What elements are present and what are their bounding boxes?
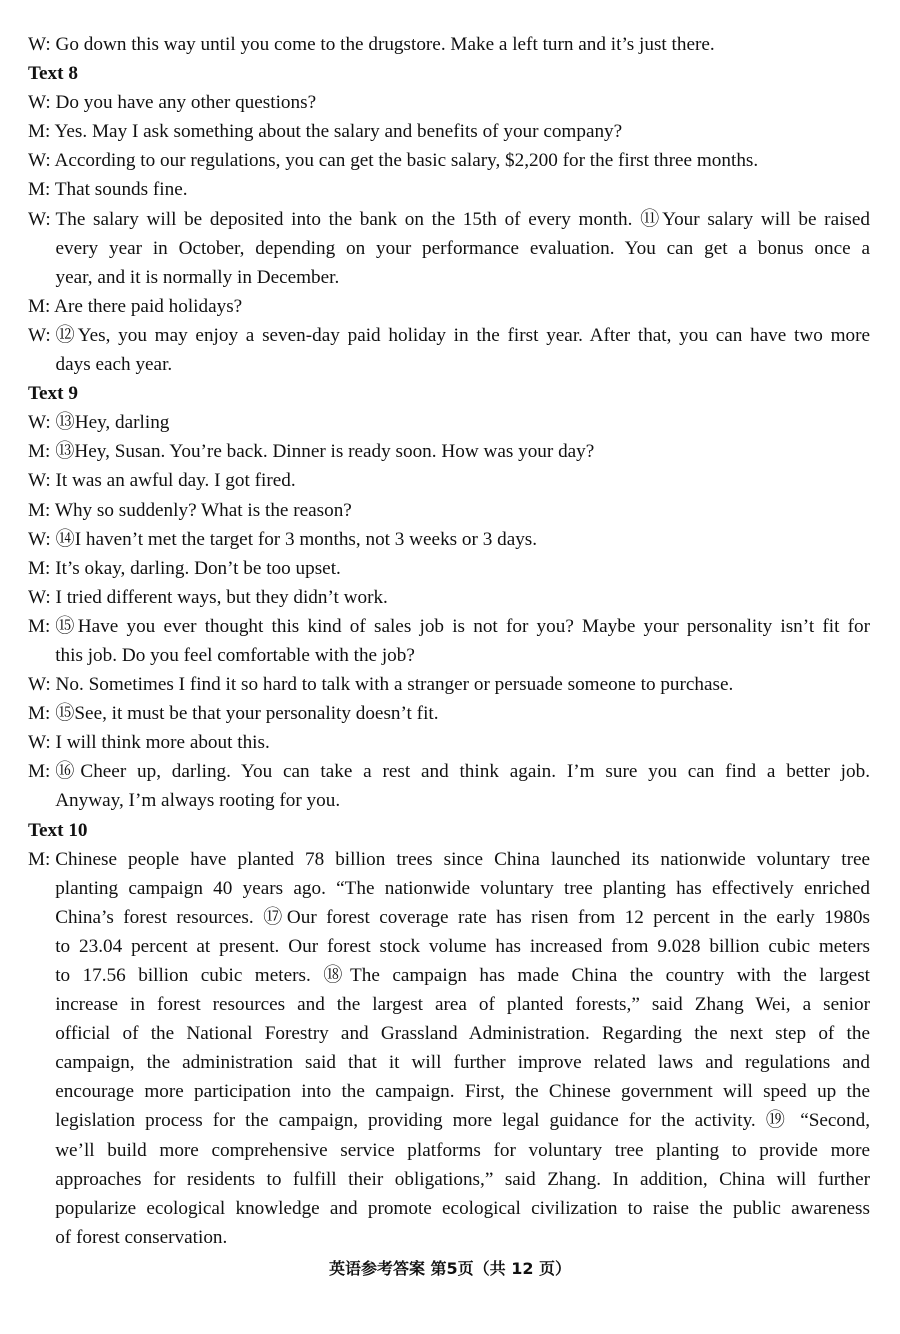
paragraph-line: Chinese people have planted 78 billion trees since China launched its nationwide voluntary tree	[55, 848, 870, 870]
section-heading-text-8: Text 8	[28, 63, 78, 85]
section-heading-text-10: Text 10	[28, 819, 88, 841]
paragraph-line: year, and it is normally in December.	[55, 266, 340, 288]
speaker-label: W:	[28, 208, 56, 230]
document-body	[28, 30, 870, 1252]
paragraph-line: increase in forest resources and the largest area of planted forests,” said Zhang Wei, a senior	[55, 994, 870, 1016]
paragraph-line: to 23.04 percent at present. Our forest stock volume has increased from 9.028 billion cubic meters	[55, 935, 870, 957]
paragraph-line: Anyway, I’m always rooting for you.	[55, 790, 341, 812]
paragraph-line: to 17.56 billion cubic meters. ⑱The campaign has made China the country with the largest	[55, 965, 870, 986]
paragraph-line: approaches for residents to fulfill their obligations,” said Zhang. In addition, China will further	[55, 1168, 870, 1190]
dialogue-line: W: Do you have any other questions?	[28, 92, 317, 114]
dialogue-line: M: Are there paid holidays?	[28, 295, 243, 317]
paragraph-line: ⑫Yes, you may enjoy a seven-day paid holiday in the first year. After that, you can have two more	[55, 324, 870, 346]
speaker-label: M:	[28, 848, 56, 870]
dialogue-line: M: ⑮See, it must be that your personality doesn’t fit.	[28, 703, 439, 725]
paragraph-line: ⑮Have you ever thought this kind of sales job is not for you? Maybe your personality isn’t fit for	[55, 615, 870, 637]
paragraph-line: China’s forest resources. ⑰Our forest coverage rate has risen from 12 percent in the early 1980s	[55, 906, 870, 928]
dialogue-line: M: Why so suddenly? What is the reason?	[28, 499, 352, 521]
dialogue-paragraph	[28, 321, 870, 379]
paragraph-line: of forest conservation.	[55, 1226, 228, 1248]
dialogue-line: W: It was an awful day. I got fired.	[28, 470, 296, 492]
monologue-paragraph	[28, 845, 870, 1252]
dialogue-line: W: ⑭I haven’t met the target for 3 months, not 3 weeks or 3 days.	[28, 528, 538, 550]
page-footer: 英语参考答案 第5页（共 12 页）	[328, 1259, 572, 1278]
section-heading-text-9: Text 9	[28, 383, 78, 405]
paragraph-line: this job. Do you feel comfortable with the job?	[55, 644, 415, 666]
speaker-label: W:	[28, 324, 56, 346]
paragraph-line: legislation process for the campaign, providing more legal guidance for the activity. ⑲ “Second,	[55, 1110, 870, 1132]
dialogue-paragraph	[28, 205, 870, 292]
dialogue-paragraph	[28, 757, 870, 815]
dialogue-line: W: Go down this way until you come to the drugstore. Make a left turn and it’s just there.	[28, 34, 715, 55]
paragraph-line: campaign, the administration said that it will further improve related laws and regulations and	[55, 1052, 870, 1074]
dialogue-line: W: According to our regulations, you can get the basic salary, $2,200 for the first three months.	[28, 150, 759, 172]
paragraph-line: we’ll build more comprehensive service platforms for voluntary tree planting to provide more	[55, 1139, 870, 1161]
paragraph-line: ⑯Cheer up, darling. You can take a rest and think again. I’m sure you can find a better job.	[55, 761, 870, 783]
dialogue-line: W: I tried different ways, but they didn’t work.	[28, 586, 388, 608]
dialogue-line: M: ⑬Hey, Susan. You’re back. Dinner is ready soon. How was your day?	[28, 441, 595, 463]
paragraph-line: every year in October, depending on your performance evaluation. You can get a bonus once a	[55, 237, 870, 259]
paragraph-line: The salary will be deposited into the bank on the 15th of every month. ⑪Your salary will be raised	[55, 208, 870, 230]
dialogue-paragraph	[28, 612, 870, 670]
dialogue-line: W: No. Sometimes I find it so hard to talk with a stranger or persuade someone to purchase.	[28, 674, 734, 696]
speaker-label: M:	[28, 761, 56, 783]
dialogue-line: M: That sounds fine.	[28, 179, 188, 201]
dialogue-line: W: ⑬Hey, darling	[28, 412, 170, 434]
dialogue-line: M: It’s okay, darling. Don’t be too upset.	[28, 557, 341, 579]
dialogue-line: M: Yes. May I ask something about the salary and benefits of your company?	[28, 121, 623, 143]
paragraph-line: days each year.	[55, 354, 173, 376]
paragraph-line: encourage more participation into the campaign. First, the Chinese government will speed up the	[55, 1081, 870, 1103]
paragraph-line: popularize ecological knowledge and promote ecological civilization to raise the public awareness	[55, 1197, 870, 1219]
paragraph-line: planting campaign 40 years ago. “The nationwide voluntary tree planting has effectively enriched	[55, 877, 870, 899]
dialogue-line: W: I will think more about this.	[28, 732, 270, 754]
paragraph-line: official of the National Forestry and Grassland Administration. Regarding the next step of the	[55, 1023, 870, 1045]
speaker-label: M:	[28, 615, 56, 637]
